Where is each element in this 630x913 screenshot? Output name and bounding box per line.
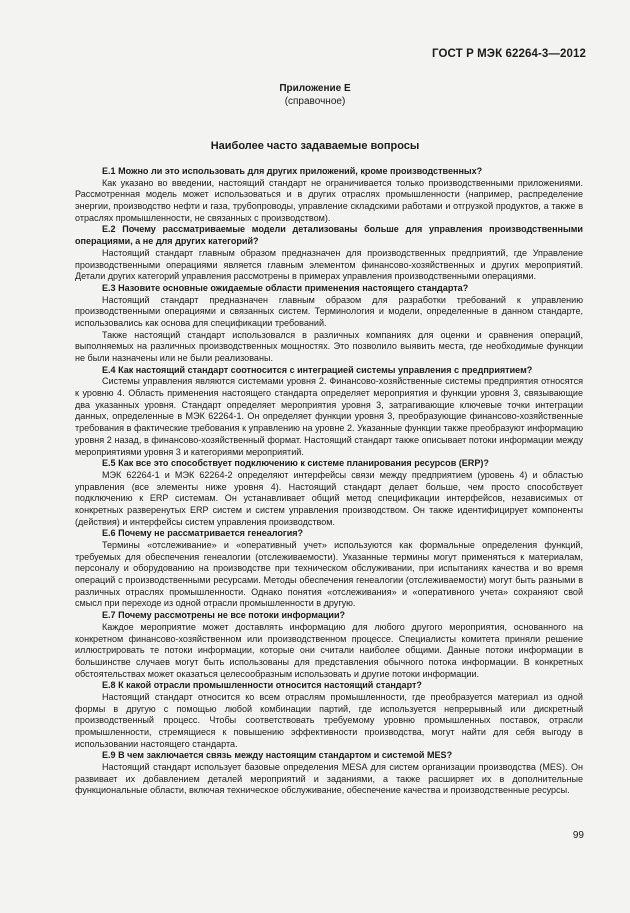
answer-paragraph: Как указано во введении, настоящий стандарт не ограничивается только производственными приложениями. Рассмотренная модель может использоваться и в других отраслях промышленности (например, распределение энергии, производство нефти и газа, трубопроводы, управление складскими работами и отгрузкой продуктов, а также в отраслях промышленности, не связанных с производством).	[75, 177, 583, 223]
standard-header: ГОСТ Р МЭК 62264-3—2012	[432, 48, 586, 60]
answer-paragraph: Каждое мероприятие может доставлять информацию для любого другого мероприятия, основанного на конкретном финансово-хозяйственном или производственном процессе. Специалисты комитета приняли решение иллюстрировать те потоки информации, которые они считали наиболее общими. Данные потоки информации в большинстве случаев могут быть использованы для представления обычного потока информации. В конкретных обстоятельствах может оказаться целесообразным использовать и другие потоки информации.	[75, 621, 583, 679]
question-heading: Е.9 В чем заключается связь между настоящим стандартом и системой MES?	[102, 750, 453, 761]
answer-paragraph: Настоящий стандарт главным образом предназначен для производственных предприятий, где Управление производственными операциями является главным элементом финансово-хозяйственных и других мероприятий. Детали других категорий управления рассмотрены в примерах управления производственными операциями.	[75, 247, 583, 282]
question-heading: Е.6 Почему не рассматривается генеалогия?	[102, 528, 304, 539]
question-heading: Е.5 Как все это способствует подключению к системе планирования ресурсов (ERP)?	[102, 458, 489, 469]
answer-paragraph: МЭК 62264-1 и МЭК 62264-2 определяют интерфейсы связи между предприятием (уровень 4) и областью управления (все элементы ниже уровня 4). Настоящий стандарт делает больше, чем просто способствует подключению к ERP системам. Он устанавливает общий метод спецификации интерфейсов, независимых от конкретных разверенутых ERP систем и систем управления производством. Он также идентифицирует компоненты (действия) и интерфейсы систем управления производством.	[75, 469, 583, 527]
question-heading: Е.7 Почему рассмотрены не все потоки информации?	[102, 610, 346, 621]
answer-paragraph: Настоящий стандарт использует базовые определения MESA для систем организации производства (MES). Он развивает их добавлением деталей мероприятий и заданиями, а также расширяет их в дополнительные функциональные области, включая техническое обслуживание, обеспечение качества и производственные ресурсы.	[75, 762, 583, 796]
question-heading: Е.2 Почему рассматриваемые модели детализованы больше для управления производственными операциями, а не для других категорий?	[75, 224, 583, 247]
appendix-subtitle: (справочное)	[284, 96, 346, 107]
answer-paragraph: Также настоящий стандарт использовался в различных компаниях для оценки и сравнения операций, выполняемых на различных производственных мощностях. Это позволило выявить места, где необходимые функции не были назначены или не были реализованы.	[75, 329, 583, 363]
question-heading: Е.4 Как настоящий стандарт соотносится с интеграцией системы управления с предприятием?	[102, 364, 533, 375]
answer-paragraph: Системы управления являются системами уровня 2. Финансово-хозяйственные системы предприятия относятся к уровню 4. Область применения настоящего стандарта определяет мероприятия и функции уровня 3, связывающие два указанных уровня. Стандарт определяет мероприятия уровня 3, затрагивающие ключевые точки интеграции данных, определенные в МЭК 62264-1. Он определяет функции уровня 3, преобразующие финансово-хозяйственные требования в фактические требования к управлению на уровне 2. Указанные функции также преобразуют информацию уровня 2 назад, в финансово-хозяйственный формат. Настоящий стандарт также описывает потоки информации между мероприятиями уровня 3 и категориями мероприятий.	[75, 376, 583, 457]
question-heading: Е.1 Можно ли это использовать для других приложений, кроме производственных?	[102, 166, 483, 176]
appendix-heading	[0, 82, 630, 108]
appendix-title: Приложение Е	[279, 83, 351, 94]
faq-content	[75, 166, 583, 797]
answer-paragraph: Термины «отслеживание» и «оперативный учет» используются как формальные определения функций, требуемых для обеспечения генеалогии (отслеживаемости). Указанные термины могут применяться к материалам, персоналу и оборудованию на производстве при техническом обслуживании, при испытаниях качества и во время операций с производственными ресурсами. Методы обеспечения генеалогии (отслеживаемости) могут быть разными в различных отраслях промышленности. Однако понятия «отслеживания» и «оперативного учета» сохраняют свой смысл при переходе из одной отрасли промышленности в другую.	[75, 540, 583, 609]
answer-paragraph: Настоящий стандарт предназначен главным образом для разработки требований к управлению производственными операциями и связанных систем. Терминология и модели, определенные в данном стандарте, использовались как основа для спецификации требований.	[75, 294, 583, 328]
answer-paragraph: Настоящий стандарт относится ко всем отраслям промышленности, где преобразуется материал из одной формы в другую с помощью любой комбинации партий, где используется непрерывный или дискретный производственный процесс. Чтобы соответствовать требуемому уровню промышленных поставок, отрасли промышленности, стремящиеся к повышению эффективности производства, могут найти для себя выгоду в использовании настоящего стандарта.	[75, 691, 583, 749]
question-heading: Е.3 Назовите основные ожидаемые области применения настоящего стандарта?	[102, 282, 469, 293]
page-number: 99	[572, 830, 584, 841]
question-heading: Е.8 К какой отрасли промышленности относится настоящий стандарт?	[102, 680, 422, 691]
section-title: Наиболее часто задаваемые вопросы	[210, 140, 420, 152]
